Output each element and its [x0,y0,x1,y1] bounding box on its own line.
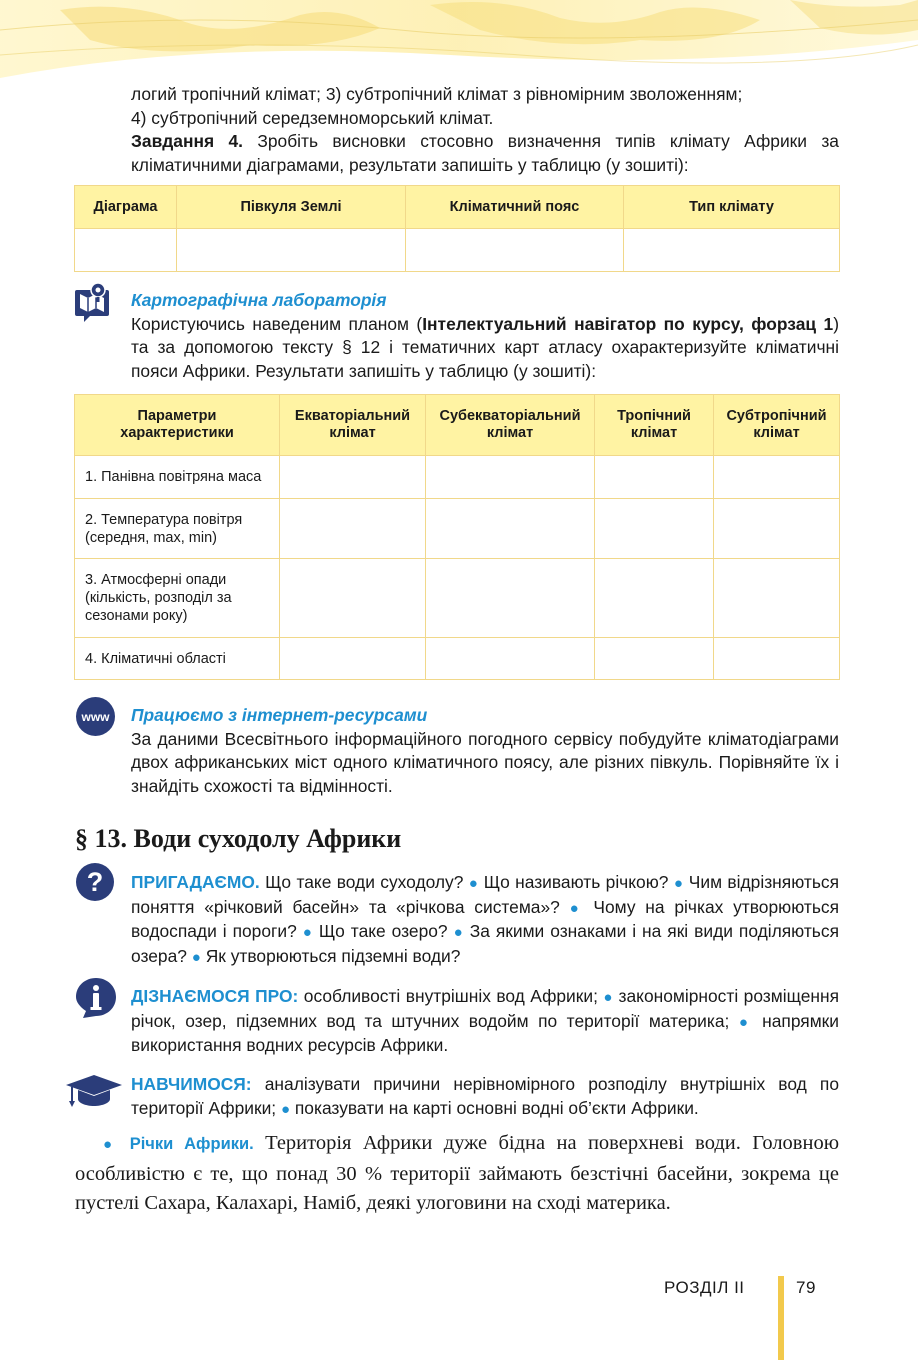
skills-block [131,1073,839,1121]
recall-text [131,871,839,969]
bullet-dot-icon: ● [673,875,684,892]
recall-item: Чому на річках утворюються водоспади і пороги? [131,896,839,941]
table2-header-equatorial: Екваторіальний клімат [280,395,426,456]
recall-item: Що таке озеро? [312,921,448,941]
table2-row-label: 2. Температура повітря (середня, max, min) [75,499,280,559]
table2-cell [595,456,714,499]
table1-header-hemisphere: Півкуля Землі [177,186,406,229]
table-row [75,456,840,499]
table-row [75,559,840,638]
table2-cell [280,638,426,680]
skills-text [131,1073,839,1121]
table2-header-parameters: Параметри характеристики [75,395,280,456]
bullet-dot-icon: ● [280,1100,291,1118]
footer-divider-bar [778,1276,784,1360]
internet-block [131,704,839,798]
recall-item: Що називають річкою? [478,872,669,892]
table2-header-tropical: Тропічний клімат [595,395,714,456]
bullet-dot-icon: ● [468,875,479,892]
table2-cell [280,559,426,638]
table2-cell [595,638,714,680]
table1-header-climate-zone: Кліматичний пояс [406,186,624,229]
www-icon-label: www [81,710,110,724]
carto-lab-text-part: Користуючись наведеним планом ( [131,313,423,334]
rivers-paragraph [75,1129,839,1218]
bullet-dot-icon: ● [738,1013,753,1031]
carto-lab-block [131,289,839,383]
header-map-decoration [0,0,918,80]
recall-label: ПРИГАДАЄМО. [131,872,260,892]
table1-header-climate-type: Тип клімату [624,186,840,229]
carto-lab-text-bold: Інтелектуальний навігатор по курсу, форзац 1 [422,313,834,334]
rivers-label: Річки Африки. [129,1135,254,1153]
intro-text [131,83,839,177]
learn-text [131,985,839,1058]
learn-item: напрямки використання водних ресурсів Африки. [131,1010,839,1055]
table1-cell [75,229,177,272]
table2-cell [426,456,595,499]
bullet-dot-icon: ● [603,989,614,1006]
skills-item: аналізувати причини нерівномірного розподілу внутрішніх вод по території Африки; [131,1074,839,1118]
carto-lab-text-part: ) та за допомогою тексту § 12 і тематичних карт атласу охарактеризуйте кліматичні пояси Африки. Результати запишіть у таблицю (у зошиті): [131,313,839,381]
learn-item: особливості внутрішніх вод Африки; [298,986,598,1006]
recall-item: Чим відрізняються поняття «річковий басейн» та «річкова система»? [131,872,839,917]
question-mark-icon [75,862,115,907]
internet-text: За даними Всесвітнього інформаційного погодного сервісу побудуйте кліматодіаграми двох африканських міст одного кліматичного поясу, але різних півкуль. Порівняйте їх і знайдіть схожості та відмінності. [131,728,839,796]
table2-cell [426,559,595,638]
table2-cell [280,499,426,559]
carto-lab-title: Картографічна лабораторія [131,290,387,310]
task-4 [131,130,839,177]
table2-cell [714,559,840,638]
bullet-dot-icon: ● [569,899,584,917]
section-title: § 13. Води суходолу Африки [75,824,402,853]
bullet-dot-icon: ● [453,924,464,941]
learn-item: закономірності розміщення річок, озер, підземних вод та штучних водойм по території материка; [131,986,840,1031]
table2-cell [714,499,840,559]
learn-block [131,985,839,1058]
table1-cell [406,229,624,272]
www-globe-icon [75,696,116,742]
learn-label: ДІЗНАЄМОСЯ ПРО: [131,986,299,1006]
bullet-dot-icon: ● [191,948,201,966]
table1-cell [624,229,840,272]
recall-item: За якими ознаками і на які види поділяються озера? [131,921,839,966]
table-row [75,499,840,559]
climate-belts-table [74,394,840,680]
bullet-dot-icon: ● [103,1137,119,1153]
recall-item: Що таке води суходолу? [259,872,464,892]
task-4-label: Завдання 4. [131,131,243,151]
page-number: 79 [796,1278,816,1297]
table2-row-label: 3. Атмосферні опади (кількість, розподіл за сезонами року) [75,559,280,638]
table2-cell [714,638,840,680]
carto-lab-text [131,313,839,384]
skills-item: показувати на карті основні водні об’єкти Африки. [290,1097,699,1118]
climate-diagram-table [74,185,840,272]
graduation-cap-icon [64,1073,124,1114]
footer-section-label: РОЗДІЛ ІІ [664,1278,745,1297]
map-pin-icon [74,280,114,327]
table2-row-label: 1. Панівна повітряна маса [75,456,280,499]
intro-line-2: 4) субтропічний середземноморський клімат. [131,107,494,128]
table2-cell [714,456,840,499]
task-4-text: Зробіть висновки стосовно визначення типів клімату Африки за кліматичними діаграмами, результати запишіть у таблицю (у зошиті): [131,131,839,175]
table2-header-subtropical: Субтропічний клімат [714,395,840,456]
table1-header-diagram: Діаграма [75,186,177,229]
table1-cell [177,229,406,272]
table2-cell [595,559,714,638]
recall-item: Як утворюються підземні води? [200,945,461,966]
intro-line-1: логий тропічний клімат; 3) субтропічний клімат з рівномірним зволоженням; [131,84,743,104]
svg-text:?: ? [86,867,104,897]
bullet-dot-icon: ● [302,924,313,941]
table2-row-label: 4. Кліматичні області [75,638,280,680]
rivers-text: Територія Африки дуже бідна на поверхневі води. Головною особливістю є те, що понад 30 % території займають безстічні басейни, зокрема це пустелі Сахара, Калахарі, Наміб, деякі улоговини на сході материка. [75,1132,840,1214]
table2-cell [595,499,714,559]
table-row [75,638,840,680]
info-icon [75,977,117,1024]
table2-header-subequatorial: Субекваторіальний клімат [426,395,595,456]
table2-cell [426,499,595,559]
internet-title: Працюємо з інтернет-ресурсами [131,705,428,725]
recall-block [131,871,839,969]
skills-label: НАВЧИМОСЯ: [131,1074,252,1094]
table2-cell [280,456,426,499]
table2-cell [426,638,595,680]
